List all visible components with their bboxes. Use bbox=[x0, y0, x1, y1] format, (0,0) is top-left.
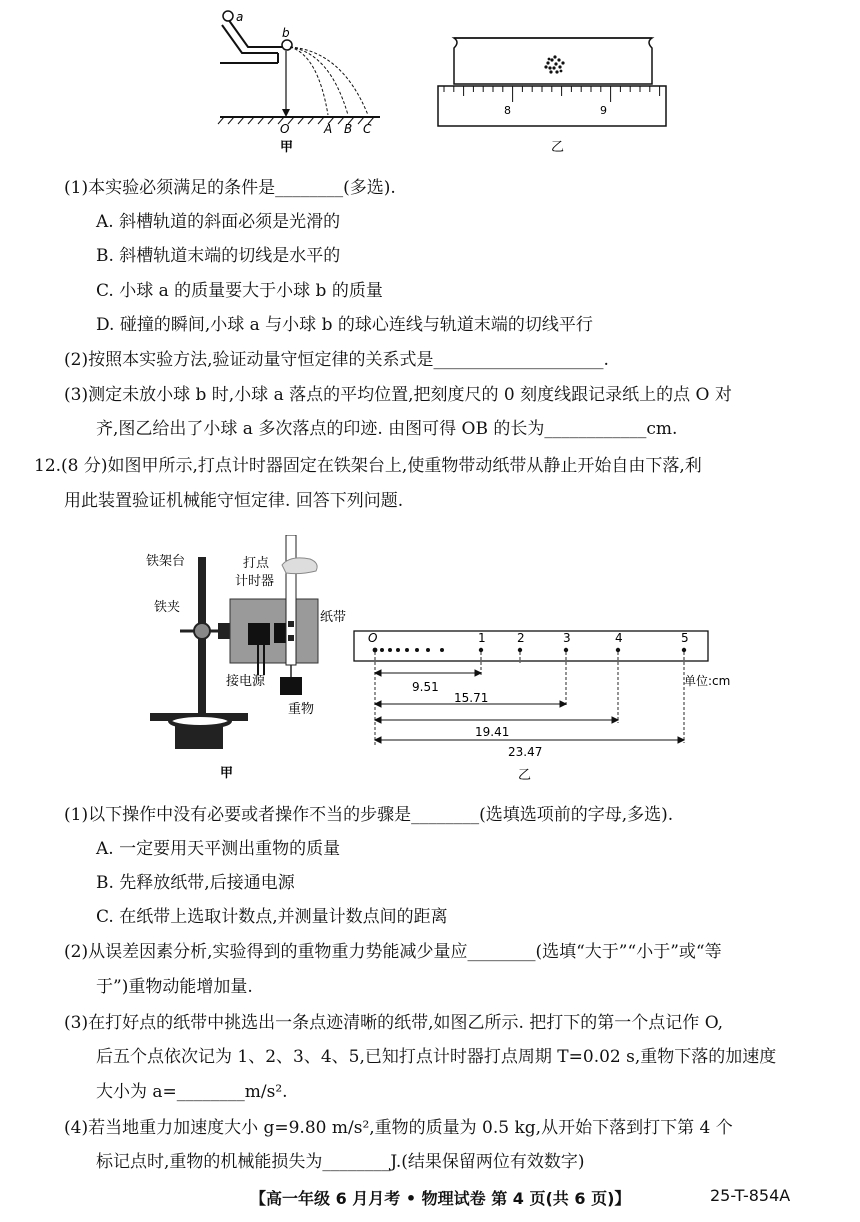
tape-label-O: O bbox=[368, 631, 378, 645]
distance-1: 9.51 bbox=[412, 680, 439, 694]
q11-part1: (1)本实验必须满足的条件是________(多选). bbox=[64, 178, 396, 198]
tape-unit: 单位:cm bbox=[684, 674, 731, 688]
label-tape: 纸带 bbox=[320, 610, 347, 625]
q11-option-c: C. 小球 a 的质量要大于小球 b 的质量 bbox=[96, 281, 383, 301]
fig-label-jia: 甲 bbox=[280, 140, 294, 155]
q12-part4-line2: 标记点时,重物的机械能损失为________J.(结果保留两位有效数字) bbox=[96, 1152, 585, 1172]
q11-option-a: A. 斜槽轨道的斜面必须是光滑的 bbox=[96, 212, 341, 232]
distance-3: 15.71 bbox=[454, 691, 489, 705]
footer-code: 25-T-854A bbox=[710, 1186, 791, 1205]
label-timer-1: 打点 bbox=[243, 556, 270, 571]
q12-part2-line2: 于”)重物动能增加量. bbox=[96, 977, 253, 997]
q12-option-b: B. 先释放纸带,后接通电源 bbox=[96, 873, 295, 893]
ruler-tick-9: 9 bbox=[600, 104, 607, 117]
footer-title: 【高一年级 6 月月考 • 物理试卷 第 4 页(共 6 页)】 bbox=[250, 1189, 631, 1208]
label-weight: 重物 bbox=[288, 702, 315, 717]
label-b: b bbox=[282, 26, 290, 40]
q12-option-a: A. 一定要用天平测出重物的质量 bbox=[96, 839, 341, 859]
label-a: a bbox=[236, 10, 244, 24]
tape-label-4: 4 bbox=[615, 631, 623, 645]
label-B: B bbox=[344, 122, 353, 136]
q12-part3-line1: (3)在打好点的纸带中挑选出一条点迹清晰的纸带,如图乙所示. 把打下的第一个点记作 O, bbox=[64, 1013, 724, 1033]
label-A: A bbox=[324, 122, 333, 136]
fig2-label-jia: 甲 bbox=[220, 766, 234, 781]
tape-label-3: 3 bbox=[563, 631, 571, 645]
label-timer-2: 计时器 bbox=[235, 574, 275, 589]
tape-label-2: 2 bbox=[517, 631, 525, 645]
fig-tape-measure bbox=[350, 625, 760, 785]
q12-part3-line3: 大小为 a=________m/s². bbox=[96, 1082, 288, 1102]
ball-b bbox=[282, 40, 292, 50]
ball-a bbox=[223, 11, 233, 21]
fig2-label-yi: 乙 bbox=[518, 768, 532, 783]
tape-label-1: 1 bbox=[478, 631, 486, 645]
fig-collision-apparatus bbox=[210, 5, 385, 155]
label-clamp: 铁夹 bbox=[154, 600, 181, 615]
q12-part1: (1)以下操作中没有必要或者操作不当的步骤是________(选填选项前的字母,多选). bbox=[64, 805, 674, 825]
q12-option-c: C. 在纸带上选取计数点,并测量计数点间的距离 bbox=[96, 907, 448, 927]
q12-part4-line1: (4)若当地重力加速度大小 g=9.80 m/s²,重物的质量为 0.5 kg,从开始下落到打下第 4 个 bbox=[64, 1118, 733, 1138]
distance-5: 23.47 bbox=[508, 745, 543, 759]
q11-part2: (2)按照本实验方法,验证动量守恒定律的关系式是____________________. bbox=[64, 350, 609, 370]
tape-label-5: 5 bbox=[681, 631, 689, 645]
q11-part3-line2: 齐,图乙给出了小球 a 多次落点的印迹. 由图可得 OB 的长为____________cm. bbox=[96, 419, 678, 439]
q11-part3-line1: (3)测定未放小球 b 时,小球 a 落点的平均位置,把刻度尺的 0 刻度线跟记录纸上的点 O 对 bbox=[64, 385, 732, 405]
q11-option-b: B. 斜槽轨道末端的切线是水平的 bbox=[96, 246, 341, 266]
q12-header-line1: 12.(8 分)如图甲所示,打点计时器固定在铁架台上,使重物带动纸带从静止开始自由下落,利 bbox=[34, 456, 702, 476]
fig-ruler-marks bbox=[430, 30, 675, 155]
label-C: C bbox=[363, 122, 372, 136]
label-O: O bbox=[280, 122, 290, 136]
q12-header-line2: 用此装置验证机械能守恒定律. 回答下列问题. bbox=[64, 491, 404, 511]
ruler-tick-8: 8 bbox=[504, 104, 511, 117]
distance-4: 19.41 bbox=[475, 725, 510, 739]
label-power: 接电源 bbox=[226, 674, 266, 689]
label-stand: 铁架台 bbox=[146, 554, 186, 569]
q12-part3-line2: 后五个点依次记为 1、2、3、4、5,已知打点计时器打点周期 T=0.02 s,重物下落的加速度 bbox=[96, 1047, 777, 1067]
fig-free-fall-apparatus bbox=[140, 535, 365, 785]
fig-label-yi: 乙 bbox=[551, 140, 565, 155]
q12-part2-line1: (2)从误差因素分析,实验得到的重物重力势能减少量应________(选填“大于”“小于”或“等 bbox=[64, 942, 722, 962]
q11-option-d: D. 碰撞的瞬间,小球 a 与小球 b 的球心连线与轨道末端的切线平行 bbox=[96, 315, 593, 335]
